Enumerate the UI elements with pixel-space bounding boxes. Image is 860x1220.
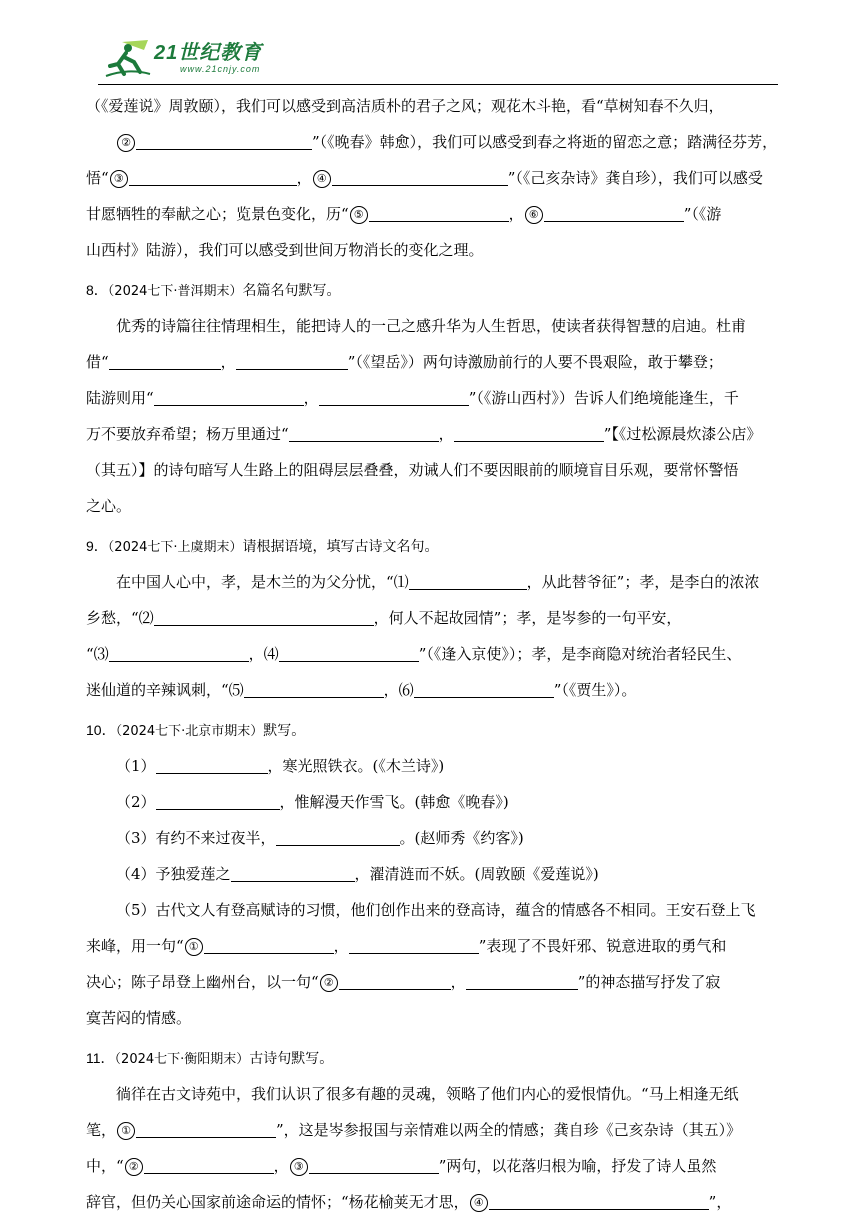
page-header [0, 0, 860, 90]
answer-blank[interactable] [154, 608, 374, 626]
circled-number: ② [125, 1158, 143, 1176]
answer-blank[interactable] [276, 828, 400, 846]
question-source: （2024七下·上虞期末） [107, 540, 243, 555]
answer-blank[interactable] [454, 424, 604, 442]
q9-paragraph [86, 564, 780, 708]
q7-line-5: 山西村》陆游），我们可以感受到世间万物消长的变化之理。 [86, 241, 484, 259]
logo-url: www.21cnjy.com [180, 64, 261, 74]
answer-blank[interactable] [236, 352, 348, 370]
document-body [86, 88, 780, 1220]
q10-item-5-line-4: 寞苦闷的情感。 [86, 1009, 192, 1027]
answer-blank[interactable] [369, 204, 509, 222]
circled-number: ③ [110, 170, 128, 188]
answer-blank[interactable] [349, 936, 479, 954]
q8-line-1: 优秀的诗篇往往情理相生，能把诗人的一己之感升华为人生哲思，使读者获得智慧的启迪。杜甫 [116, 317, 747, 335]
q9-line-3: “⑶ ，⑷ ”（《逢入京使》）；孝，是李商隐对统治者轻民生、 [86, 645, 742, 663]
question-8-header: 8．（2024七下·普洱期末）名篇名句默写。 [86, 282, 341, 299]
logo [104, 38, 262, 78]
answer-blank[interactable] [109, 644, 249, 662]
q8-paragraph [86, 308, 780, 524]
q10-item-4: （4）予独爱莲之 ，濯清涟而不妖。(周敦颐《爱莲说》) [116, 865, 599, 883]
q8-line-6: 之心。 [86, 497, 132, 515]
q8-line-4: 万不要放弃希望；杨万里通过“ ， ”【《过松源晨炊漆公店》 [86, 425, 762, 443]
question-11-header: 11．（2024七下·衡阳期末）古诗句默写。 [86, 1050, 334, 1067]
q7-paragraph [86, 88, 780, 268]
circled-number: ③ [290, 1158, 308, 1176]
circled-number: ① [185, 938, 203, 956]
q9-line-1: 在中国人心中，孝，是木兰的为父分忧，“⑴ ，从此替爷征”；孝，是李白的浓浓 [116, 573, 760, 591]
circled-number: ④ [313, 170, 331, 188]
circled-number: ④ [470, 1194, 488, 1212]
question-source: （2024七下·北京市期末） [115, 724, 264, 739]
answer-blank[interactable] [244, 680, 384, 698]
answer-blank[interactable] [289, 424, 439, 442]
answer-blank[interactable] [129, 168, 297, 186]
q10-item-1: （1） ，寒光照铁衣。(《木兰诗》) [116, 757, 445, 775]
q10-items [86, 748, 780, 1036]
q9-line-4: 迷仙道的辛辣讽刺，“⑸ ，⑹ ”（《贾生》）。 [86, 681, 637, 699]
q10-item-5-line-3: 决心；陈子昂登上幽州台，以一句“ ② ， ”的神态描写抒发了寂 [86, 973, 721, 991]
circled-number: ② [117, 134, 135, 152]
q7-line-2: ② ”（《晚春》韩愈），我们可以感受到春之将逝的留恋之意；踏满径芬芳， [86, 124, 780, 160]
question-10-header: 10．（2024七下·北京市期末）默写。 [86, 722, 306, 739]
q11-line-1: 徜徉在古文诗苑中，我们认识了很多有趣的灵魂，领略了他们内心的爱恨情仇。“马上相逢无纸 [116, 1085, 739, 1103]
answer-blank[interactable] [339, 972, 451, 990]
q7-line-4: 甘愿牺牲的奉献之心；览景色变化，历“ ⑤ ， ⑥ ”（《游 [86, 205, 722, 223]
header-divider [98, 84, 778, 85]
answer-blank[interactable] [156, 792, 280, 810]
answer-blank[interactable] [466, 972, 578, 990]
q10-item-3: （3）有约不来过夜半， 。(赵师秀《约客》) [116, 829, 524, 847]
answer-blank[interactable] [154, 388, 304, 406]
question-source: （2024七下·衡阳期末） [114, 1052, 250, 1067]
q11-line-3: 中，“ ② ， ③ ”两句，以花落归根为喻，抒发了诗人虽然 [86, 1157, 717, 1175]
answer-blank[interactable] [144, 1156, 274, 1174]
q10-item-5-line-2: 来峰，用一句“ ① ， ”表现了不畏奸邪、锐意进取的勇气和 [86, 937, 727, 955]
answer-blank[interactable] [136, 132, 312, 150]
runner-logo-icon [104, 38, 152, 78]
circled-number: ⑤ [350, 206, 368, 224]
answer-blank[interactable] [309, 1156, 439, 1174]
answer-blank[interactable] [204, 936, 334, 954]
answer-blank[interactable] [136, 1120, 276, 1138]
answer-blank[interactable] [231, 864, 355, 882]
answer-blank[interactable] [409, 572, 527, 590]
q11-line-4: 辞官，但仍关心国家前途命运的情怀；“杨花榆荚无才思， ④ ”， [86, 1193, 732, 1211]
logo-title: 21世纪教育 [154, 42, 263, 64]
question-9-header: 9．（2024七下·上虞期末）请根据语境，填写古诗文名句。 [86, 538, 439, 555]
q8-line-2: 借“ ， ”（《望岳》）两句诗激励前行的人要不畏艰险，敢于攀登； [86, 353, 723, 371]
answer-blank[interactable] [414, 680, 554, 698]
answer-blank[interactable] [279, 644, 419, 662]
q10-item-2: （2） ，惟解漫天作雪飞。(韩愈《晚春》) [116, 793, 509, 811]
q9-line-2: 乡愁，“⑵ ，何人不起故园情”；孝，是岑参的一句平安， [86, 609, 682, 627]
answer-blank[interactable] [109, 352, 221, 370]
q8-line-5: （其五）】的诗句暗写人生路上的阻碍层层叠叠，劝诫人们不要因眼前的顺境盲目乐观，要常怀警悟 [86, 461, 739, 479]
question-source: （2024七下·普洱期末） [107, 284, 243, 299]
q7-line-3: 悟“ ③ ， ④ ”（《己亥杂诗》龚自珍），我们可以感受 [86, 169, 763, 187]
q11-paragraph [86, 1076, 780, 1220]
q10-item-5: （5）古代文人有登高赋诗的习惯，他们创作出来的登高诗，蕴含的情感各不相同。王安石登上飞 [116, 901, 756, 919]
answer-blank[interactable] [489, 1192, 709, 1210]
answer-blank[interactable] [319, 388, 469, 406]
q11-line-2: 笔， ① ”，这是岑参报国与亲情难以两全的情感；龚自珍《己亥杂诗（其五）》 [86, 1121, 742, 1139]
answer-blank[interactable] [332, 168, 508, 186]
circled-number: ⑥ [525, 206, 543, 224]
circled-number: ② [320, 974, 338, 992]
answer-blank[interactable] [544, 204, 684, 222]
answer-blank[interactable] [156, 756, 268, 774]
q8-line-3: 陆游则用“ ， ”（《游山西村》）告诉人们绝境能逢生，千 [86, 389, 739, 407]
circled-number: ① [117, 1122, 135, 1140]
q7-line-1: （《爱莲说》周敦颐），我们可以感受到高洁质朴的君子之风；观花木斗艳，看“草树知春不久归， [86, 97, 724, 115]
